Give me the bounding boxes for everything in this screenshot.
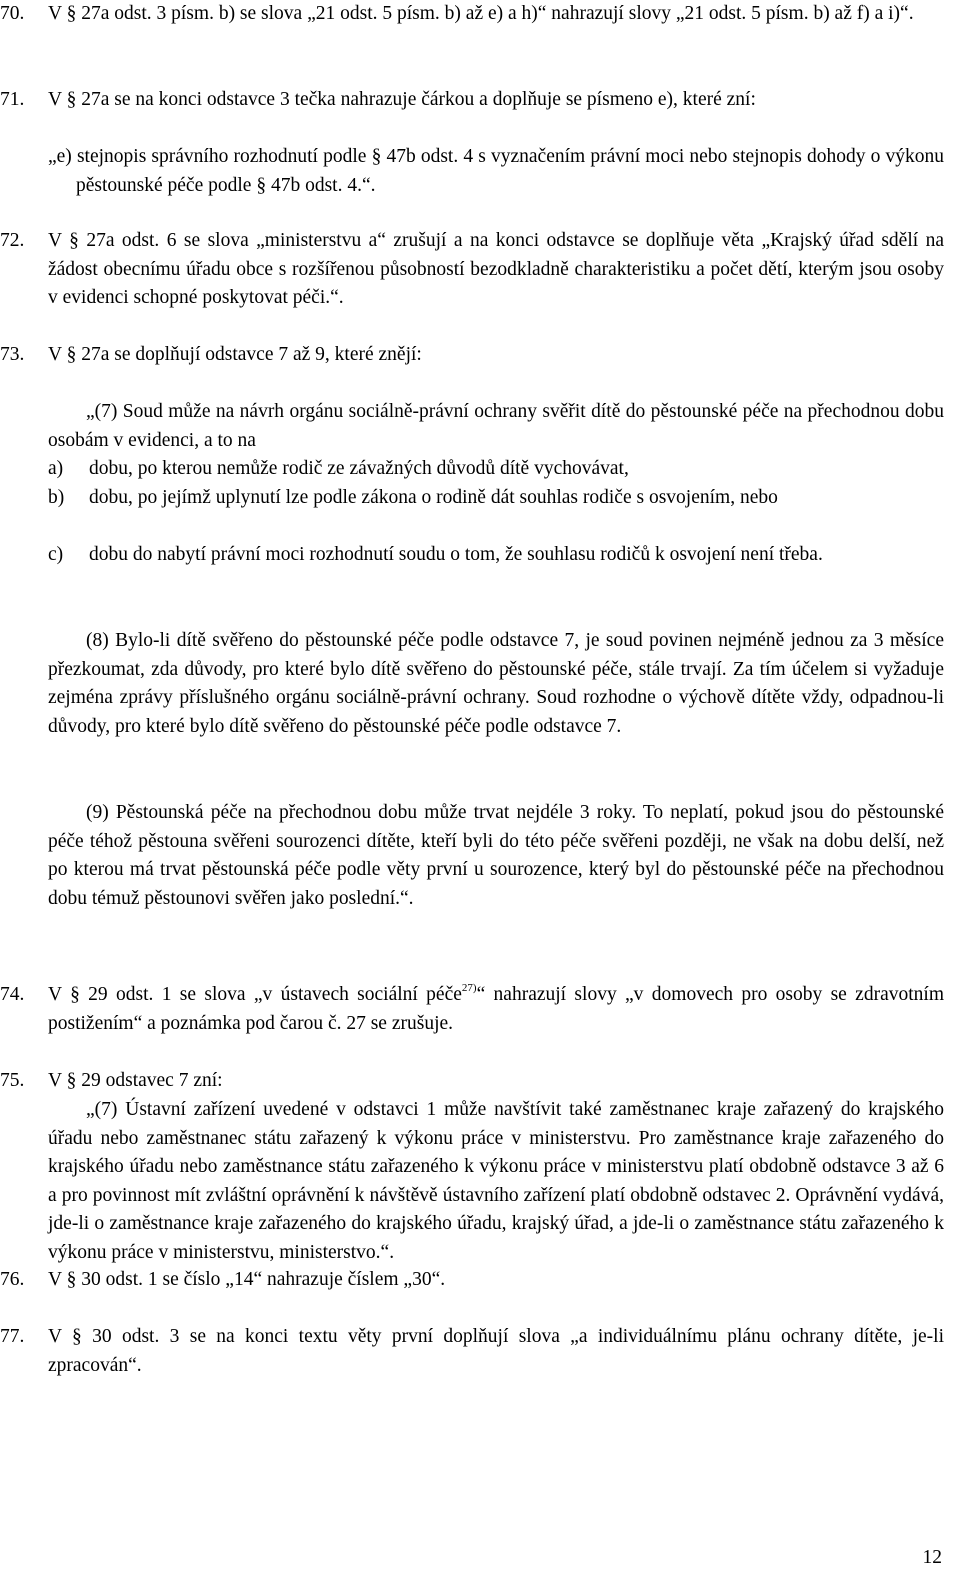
item-text xyxy=(48,981,944,1038)
item-text: V § 29 odstavec 7 zní: xyxy=(48,1070,223,1091)
item-number: 73. xyxy=(0,344,25,365)
item-number: 72. xyxy=(0,230,25,251)
footnote-reference: 27) xyxy=(461,982,477,994)
item-text: V § 27a odst. 3 písm. b) se slova „21 odst. 5 písm. b) až e) a h)“ nahrazují slovy „21 odst. 5 písm. b) až f) a i)“. xyxy=(48,3,914,24)
item-number: 77. xyxy=(0,1326,25,1347)
item-text: V § 27a odst. 6 se slova „ministerstvu a“ zrušují a na konci odstavce se doplňuje věta „Krajský úřad sdělí na žádost obecnímu úřadu obce s rozšířenou působností bezodkladně charakteristiku a počet dětí, kterým jsou osoby v evidenci schopné poskytovat péči.“. xyxy=(48,230,944,308)
list-text: dobu do nabytí právní moci rozhodnutí soudu o tom, že souhlasu rodičů k osvojení není třeba. xyxy=(89,544,823,565)
list-label: b) xyxy=(48,487,65,508)
item-number: 76. xyxy=(0,1269,25,1290)
list-label: a) xyxy=(48,458,64,479)
list-text: dobu, po kterou nemůže rodič ze závažných důvodů dítě vychovávat, xyxy=(89,458,629,479)
list-text: dobu, po jejímž uplynutí lze podle zákona o rodině dát souhlas rodiče s osvojením, nebo xyxy=(89,487,778,508)
item-number: 71. xyxy=(0,89,25,110)
page-number: 12 xyxy=(922,1547,942,1568)
paragraph-text: „(7) Soud může na návrh orgánu sociálně-právní ochrany svěřit dítě do pěstounské péče na přechodnou dobu osobám v evidenci, a to na xyxy=(48,401,944,451)
item-number: 70. xyxy=(0,3,25,24)
item-text: V § 27a se doplňují odstavce 7 až 9, které znějí: xyxy=(48,344,422,365)
paragraph-text: „(7) Ústavní zařízení uvedené v odstavci 1 může navštívit také zaměstnanec kraje zařazený do krajského úřadu nebo zaměstnanec státu zařazený k výkonu práce v ministerstvu. Pro zaměstnance kraje zařazeného do krajského úřadu nebo zaměstnance státu zařazeného k výkonu práce v ministerstvu platí obdobně odstavce 3 až 6 a pro povinnost mít zvláštní oprávnění k návštěvě ústavního zařízení platí obdobně odstavec 2. Oprávnění vydává, jde-li o zaměstnance kraje zařazeného do krajského úřadu, krajský úřad, a jde-li o zaměstnance státu zařazeného k výkonu práce v ministerstvu, ministerstvo.“. xyxy=(48,1099,944,1263)
item-text: V § 30 odst. 3 se na konci textu věty první doplňují slova „a individuálnímu plánu ochrany dítěte, je-li zpracován“. xyxy=(48,1326,944,1376)
item-text: V § 30 odst. 1 se číslo „14“ nahrazuje číslem „30“. xyxy=(48,1269,446,1290)
paragraph-text: (9) Pěstounská péče na přechodnou dobu může trvat nejdéle 3 roky. To neplatí, pokud jsou do pěstounské péče téhož pěstouna svěřeni sourozenci dítěte, kteří byli do této péče svěřeni později, ne však na dobu delší, než po kterou má trvat pěstounská péče podle věty první u sourozence, který byl do pěstounské péče na přechodnou dobu témuž pěstounovi svěřen jako poslední.“. xyxy=(48,802,944,909)
item-number: 75. xyxy=(0,1070,25,1091)
item-number: 74. xyxy=(0,984,25,1005)
paragraph-text: (8) Bylo-li dítě svěřeno do pěstounské péče podle odstavce 7, je soud povinen nejméně jednou za 3 měsíce přezkoumat, zda důvody, pro které bylo dítě svěřeno do pěstounské péče, stále trvají. Za tím účelem si vyžaduje zejména zprávy příslušného orgánu sociálně-právní ochrany. Soud rozhodne o výchově dítěte vždy, odpadnou-li důvody, pro které bylo dítě svěřeno do pěstounské péče podle odstavce 7. xyxy=(48,630,944,737)
item-text: V § 27a se na konci odstavce 3 tečka nahrazuje čárkou a doplňuje se písmeno e), které zní: xyxy=(48,89,756,110)
item-text-part: “ nahrazují slovy „v domovech pro osoby se zdravotním postižením“ a poznámka pod čarou č. 27 se zrušuje. xyxy=(48,984,944,1034)
list-label: c) xyxy=(48,544,64,565)
item-text-part: V § 29 odst. 1 se slova „v ústavech sociální péče xyxy=(48,984,462,1005)
inserted-text: „e) stejnopis správního rozhodnutí podle § 47b odst. 4 s vyznačením právní moci nebo stejnopis dohody o výkonu pěstounské péče podle § 47b odst. 4.“. xyxy=(48,146,944,196)
